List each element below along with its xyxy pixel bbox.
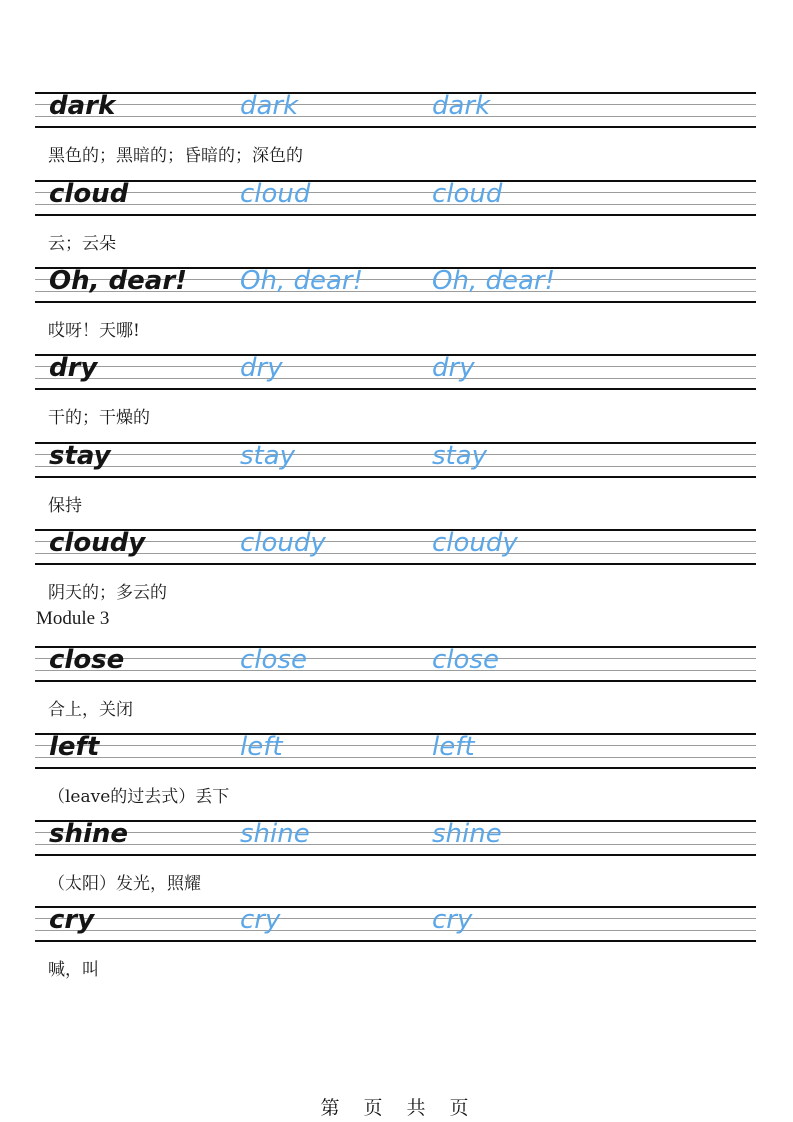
page-footer: 第 页 共 页 [320, 1097, 473, 1119]
section-heading: Module 3 [36, 608, 110, 629]
trace-word-1: cloud [240, 179, 311, 209]
guide-line-middle [35, 192, 756, 193]
writing-guide-row [35, 733, 756, 769]
writing-guide-row [35, 906, 756, 942]
guide-line-top [35, 180, 756, 182]
definition-text: 保持 [48, 496, 82, 516]
vocab-word: cloudy [49, 528, 146, 558]
guide-line-middle [35, 930, 756, 931]
guide-line-middle [35, 658, 756, 659]
guide-line-bottom [35, 563, 756, 565]
trace-word-2: stay [432, 441, 488, 471]
definition-text: （太阳）发光，照耀 [48, 874, 201, 894]
guide-line-bottom [35, 126, 756, 128]
trace-word-1: close [240, 645, 307, 675]
definition-text: 黑色的；黑暗的；昏暗的；深色的 [48, 146, 303, 166]
vocab-word: left [49, 732, 100, 762]
guide-line-bottom [35, 214, 756, 216]
guide-line-bottom [35, 476, 756, 478]
guide-line-middle [35, 366, 756, 367]
vocab-word: Oh, dear! [49, 266, 188, 296]
guide-line-bottom [35, 388, 756, 390]
guide-line-middle [35, 454, 756, 455]
guide-line-top [35, 646, 756, 648]
guide-line-bottom [35, 767, 756, 769]
guide-line-middle [35, 466, 756, 467]
vocab-word: stay [49, 441, 111, 471]
vocab-word: shine [49, 819, 129, 849]
guide-line-bottom [35, 680, 756, 682]
guide-line-bottom [35, 854, 756, 856]
guide-line-middle [35, 918, 756, 919]
trace-word-2: Oh, dear! [432, 266, 556, 296]
guide-line-top [35, 733, 756, 735]
writing-guide-row [35, 529, 756, 565]
guide-line-bottom [35, 301, 756, 303]
definition-text: 哎呀！天哪! [48, 321, 140, 341]
definition-text: 云；云朵 [48, 234, 116, 254]
trace-word-2: dry [432, 353, 475, 383]
guide-line-middle [35, 204, 756, 205]
guide-line-top [35, 820, 756, 822]
vocab-word: cry [49, 905, 95, 935]
guide-line-middle [35, 378, 756, 379]
definition-text: 干的；干燥的 [48, 408, 150, 428]
guide-line-bottom [35, 940, 756, 942]
trace-word-1: stay [240, 441, 296, 471]
writing-guide-row [35, 646, 756, 682]
guide-line-middle [35, 844, 756, 845]
guide-line-top [35, 442, 756, 444]
guide-line-middle [35, 832, 756, 833]
writing-guide-row [35, 354, 756, 390]
guide-line-top [35, 92, 756, 94]
trace-word-2: left [432, 732, 475, 762]
guide-line-middle [35, 670, 756, 671]
trace-word-2: cloud [432, 179, 503, 209]
trace-word-2: cloudy [432, 528, 518, 558]
trace-word-1: cry [240, 905, 281, 935]
guide-line-top [35, 354, 756, 356]
trace-word-1: dry [240, 353, 283, 383]
definition-text: 阴天的；多云的 [48, 583, 167, 603]
writing-guide-row [35, 267, 756, 303]
vocab-word: dry [49, 353, 98, 383]
vocab-word: cloud [49, 179, 129, 209]
vocab-word: dark [49, 91, 116, 121]
writing-guide-row [35, 442, 756, 478]
trace-word-1: shine [240, 819, 310, 849]
definition-text: 合上，关闭 [48, 700, 133, 720]
writing-guide-row [35, 820, 756, 856]
vocab-word: close [49, 645, 125, 675]
guide-line-middle [35, 745, 756, 746]
trace-word-2: close [432, 645, 499, 675]
definition-text: （leave的过去式）丢下 [48, 787, 230, 807]
trace-word-2: cry [432, 905, 473, 935]
guide-line-middle [35, 104, 756, 105]
guide-line-top [35, 906, 756, 908]
trace-word-1: Oh, dear! [240, 266, 364, 296]
definition-text: 喊，叫 [48, 960, 99, 980]
trace-word-1: left [240, 732, 283, 762]
writing-guide-row [35, 92, 756, 128]
guide-line-middle [35, 116, 756, 117]
writing-guide-row [35, 180, 756, 216]
guide-line-middle [35, 757, 756, 758]
trace-word-2: shine [432, 819, 502, 849]
trace-word-1: dark [240, 91, 299, 121]
trace-word-1: cloudy [240, 528, 326, 558]
trace-word-2: dark [432, 91, 491, 121]
